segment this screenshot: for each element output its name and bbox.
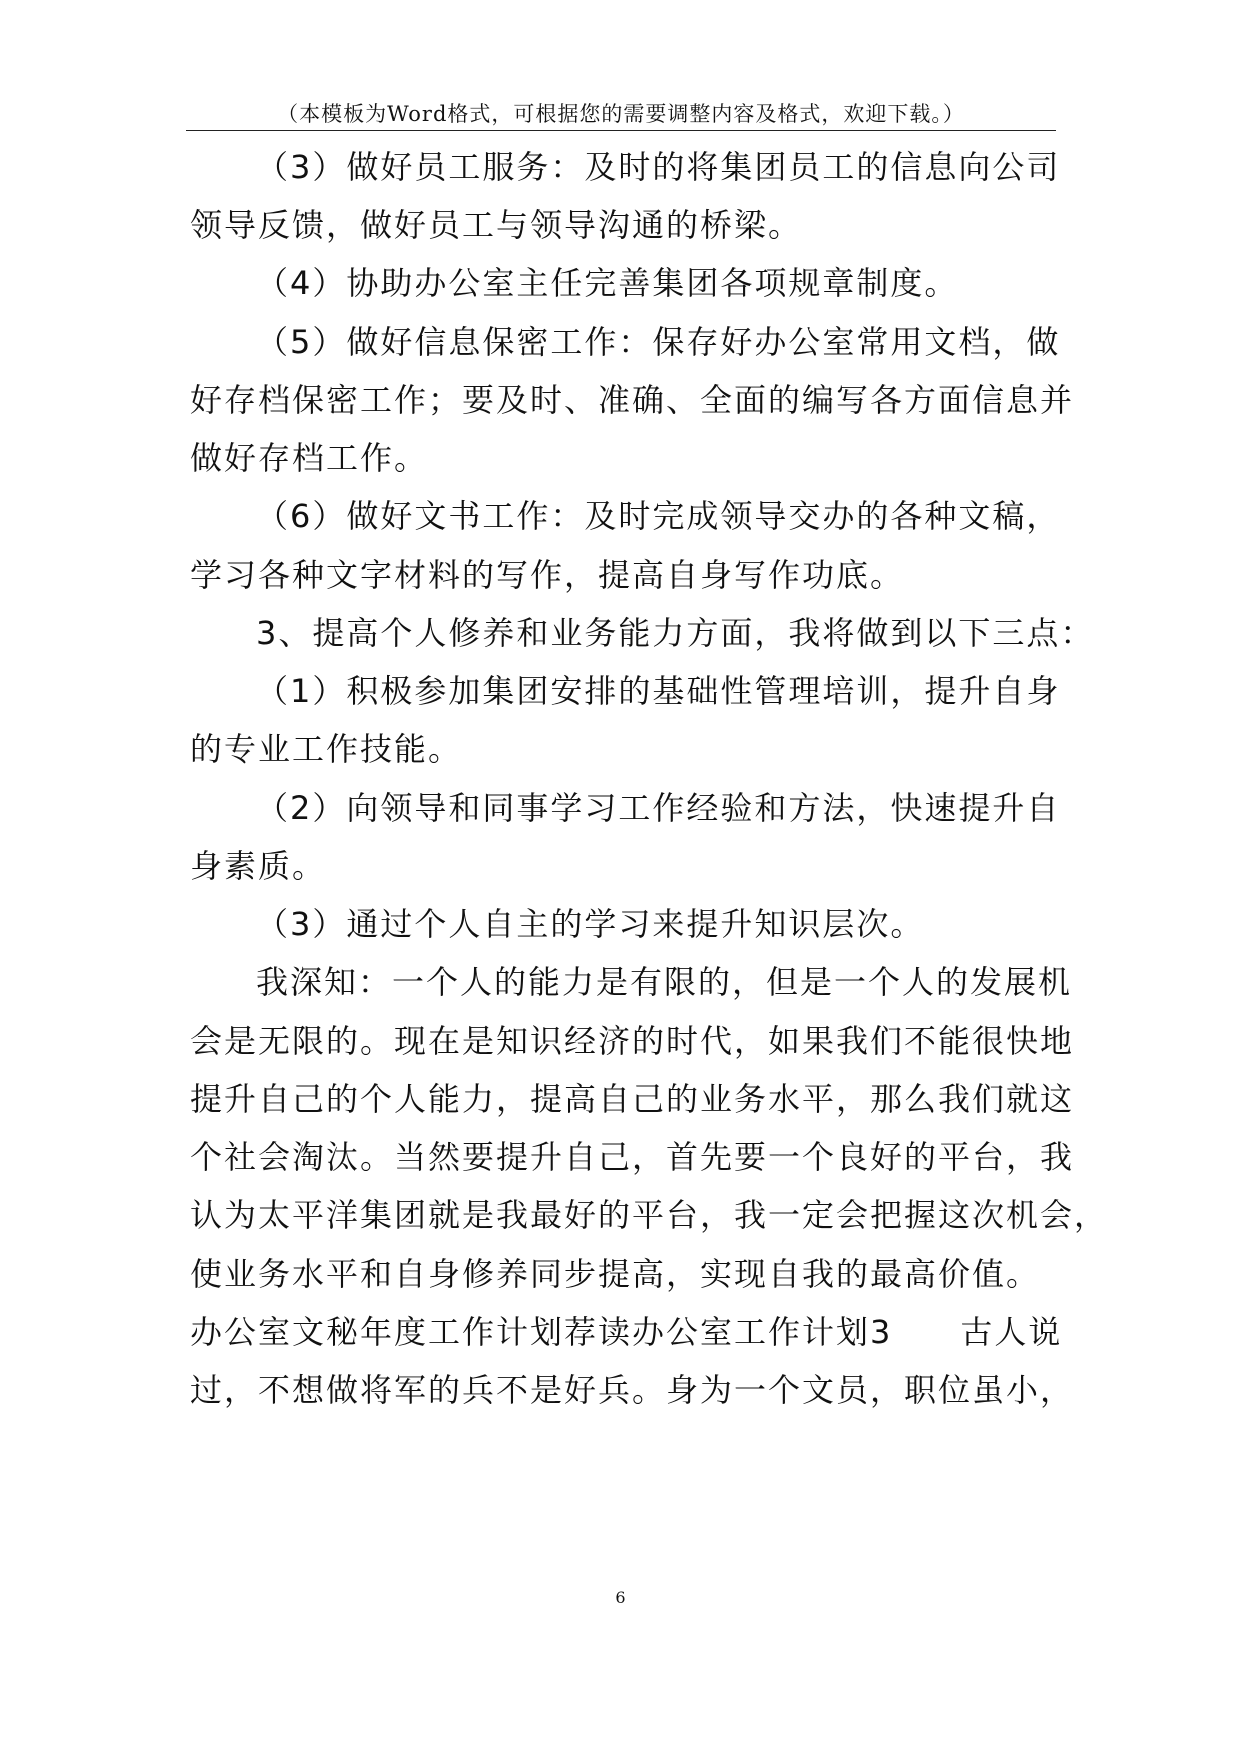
body-line: （3）做好员工服务：及时的将集团员工的信息向公司 [256, 148, 1061, 186]
body-line: 我深知：一个人的能力是有限的，但是一个人的发展机 [256, 963, 1073, 1001]
body-line: （6）做好文书工作：及时完成领导交办的各种文稿， [256, 497, 1061, 535]
body-line: 过，不想做将军的兵不是好兵。身为一个文员，职位虽小， [190, 1371, 1075, 1409]
body-line: 个社会淘汰。当然要提升自己，首先要一个良好的平台，我 [190, 1138, 1075, 1176]
body-line: （2）向领导和同事学习工作经验和方法，快速提升自 [256, 789, 1061, 827]
body-line: 认为太平洋集团就是我最好的平台，我一定会把握这次机会， [190, 1196, 1109, 1234]
body-line: 提升自己的个人能力，提高自己的业务水平，那么我们就这 [190, 1080, 1075, 1118]
body-line: 办公室文秘年度工作计划荐读办公室工作计划3 古人说 [190, 1313, 1063, 1351]
body-line: 学习各种文字材料的写作，提高自身写作功底。 [190, 556, 905, 594]
page-number: 6 [615, 1588, 626, 1607]
body-line: 好存档保密工作；要及时、准确、全面的编写各方面信息并 [190, 381, 1075, 419]
body-line: 会是无限的。现在是知识经济的时代，如果我们不能很快地 [190, 1022, 1075, 1060]
body-line: （3）通过个人自主的学习来提升知识层次。 [256, 905, 925, 943]
header-divider [186, 130, 1056, 131]
body-line: （1）积极参加集团安排的基础性管理培训，提升自身 [256, 672, 1061, 710]
body-line: 使业务水平和自身修养同步提高，实现自我的最高价值。 [190, 1255, 1041, 1293]
body-line: 领导反馈，做好员工与领导沟通的桥梁。 [190, 206, 803, 244]
body-line: 3、提高个人修养和业务能力方面，我将做到以下三点： [256, 614, 1095, 652]
body-line: 做好存档工作。 [190, 439, 429, 477]
body-line: （4）协助办公室主任完善集团各项规章制度。 [256, 264, 959, 302]
body-line: 身素质。 [190, 847, 327, 885]
body-line: （5）做好信息保密工作：保存好办公室常用文档，做 [256, 323, 1061, 361]
body-line: 的专业工作技能。 [190, 730, 463, 768]
header-note: （本模板为Word格式，可根据您的需要调整内容及格式，欢迎下载。） [277, 102, 965, 126]
